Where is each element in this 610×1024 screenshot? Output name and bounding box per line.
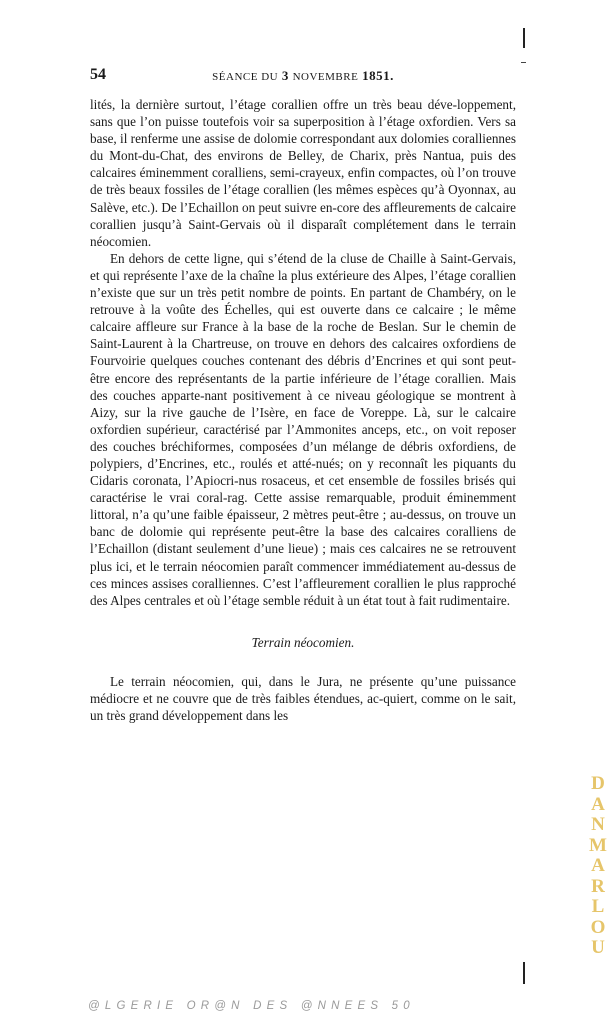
paragraph-2: En dehors de cette ligne, qui s’étend de la cluse de Chaille à Saint-Gervais, et qui représente l’axe de la chaîne la plus extérieure des Alpes, l’étage corallien n’existe que sur un très petit nombre de points. En partant de Chambéry, on le retrouve à la voûte des Échelles, qui est ouverte dans ce calcaire ; le même calcaire affleure sur France à la base de la roche de Beslan. Sur le chemin de Saint-Laurent à la Chartreuse, on trouve en dehors des calcaires oxfordiens de Fourvoirie quelques couches contenant des débris d’Encrines et qui sont peut-être encore des représentants de la partie inférieure de l’étage corallien. Mais des couches apparte-nant positivement à ce niveau géologique se montrent à Aizy, sur la rive gauche de l’Isère, en face de Voreppe. Là, sur le calcaire oxfordien supérieur, caractérisé par l’Ammonites anceps, etc., on voit reposer des couches bréchiformes, composées d’un mélange de débris oxfordiens, de polypiers, d’Encrines, etc., roulés et atté-nués; on y reconnaît les piquants du Cidaris coronata, l’Apiocri-nus rosaceus, et cet ensemble de fossiles brisés qui caractérise le vrai coral-rag. Cette assise remarquable, produit éminemment littoral, n’a qu’une faible épaisseur, 2 mètres peut-être ; au-dessus, on trouve un banc de dolomie qui représente peut-être la base des calcaires coralliens de l’Echaillon (distant seulement d’une lieue) ; mais ces calcaires ne se retrouvent plus ici, et le terrain néocomien paraît commencer immédiatement au-dessus de ces minces assises coralliennes. C’est l’affleurement corallien le plus rapproché des Alpes centrales et où l’étage semble réduit à un état tout à fait rudimentaire.	[90, 250, 516, 608]
running-head	[90, 66, 516, 90]
running-title-day: 3	[281, 68, 289, 83]
page-number: 54	[90, 66, 106, 83]
running-title	[90, 68, 516, 84]
body-text	[90, 96, 516, 724]
section-heading: Terrain néocomien.	[251, 634, 355, 650]
running-title-month: NOVEMBRE	[292, 71, 359, 83]
vertical-watermark: DANMARLOU	[589, 773, 607, 958]
right-margin-rule-top	[523, 28, 525, 48]
running-title-year: 1851.	[362, 68, 394, 83]
right-margin-rule-bottom	[523, 962, 525, 984]
paragraph-1: lités, la dernière surtout, l’étage corallien offre un très beau déve-loppement, sans que l’on puisse toutefois voir sa superposition à l’étage oxfordien. Vers sa base, il renferme une assise de dolomie correspondant aux dolomies coralliennes du Mont-du-Chat, des environs de Belley, de Charix, près Nantua, puis des calcaires éminemment coralliens, semi-crayeux, enfin compactes, où l’on trouve de très beaux fossiles de l’étage corallien (les mêmes espèces qu’à Oyonnax, au Salève, etc.). De l’Echaillon on peut suivre en-core des affleurements de calcaire corallien jusqu’à Saint-Gervais où il disparaît complétement dans le terrain néocomien.	[90, 97, 516, 249]
document-page	[90, 66, 516, 724]
paragraph-3: Le terrain néocomien, qui, dans le Jura, ne présente qu’une puissance médiocre et ne couvre que de très faibles étendues, ac-quiert, comme on le sait, un très grand développement dans les	[90, 673, 516, 723]
running-title-prefix: SÉANCE DU	[212, 71, 279, 83]
footer-watermark: @LGERIE OR@N DES @NNEES 50	[88, 1000, 415, 1012]
right-margin-tick	[521, 62, 526, 63]
